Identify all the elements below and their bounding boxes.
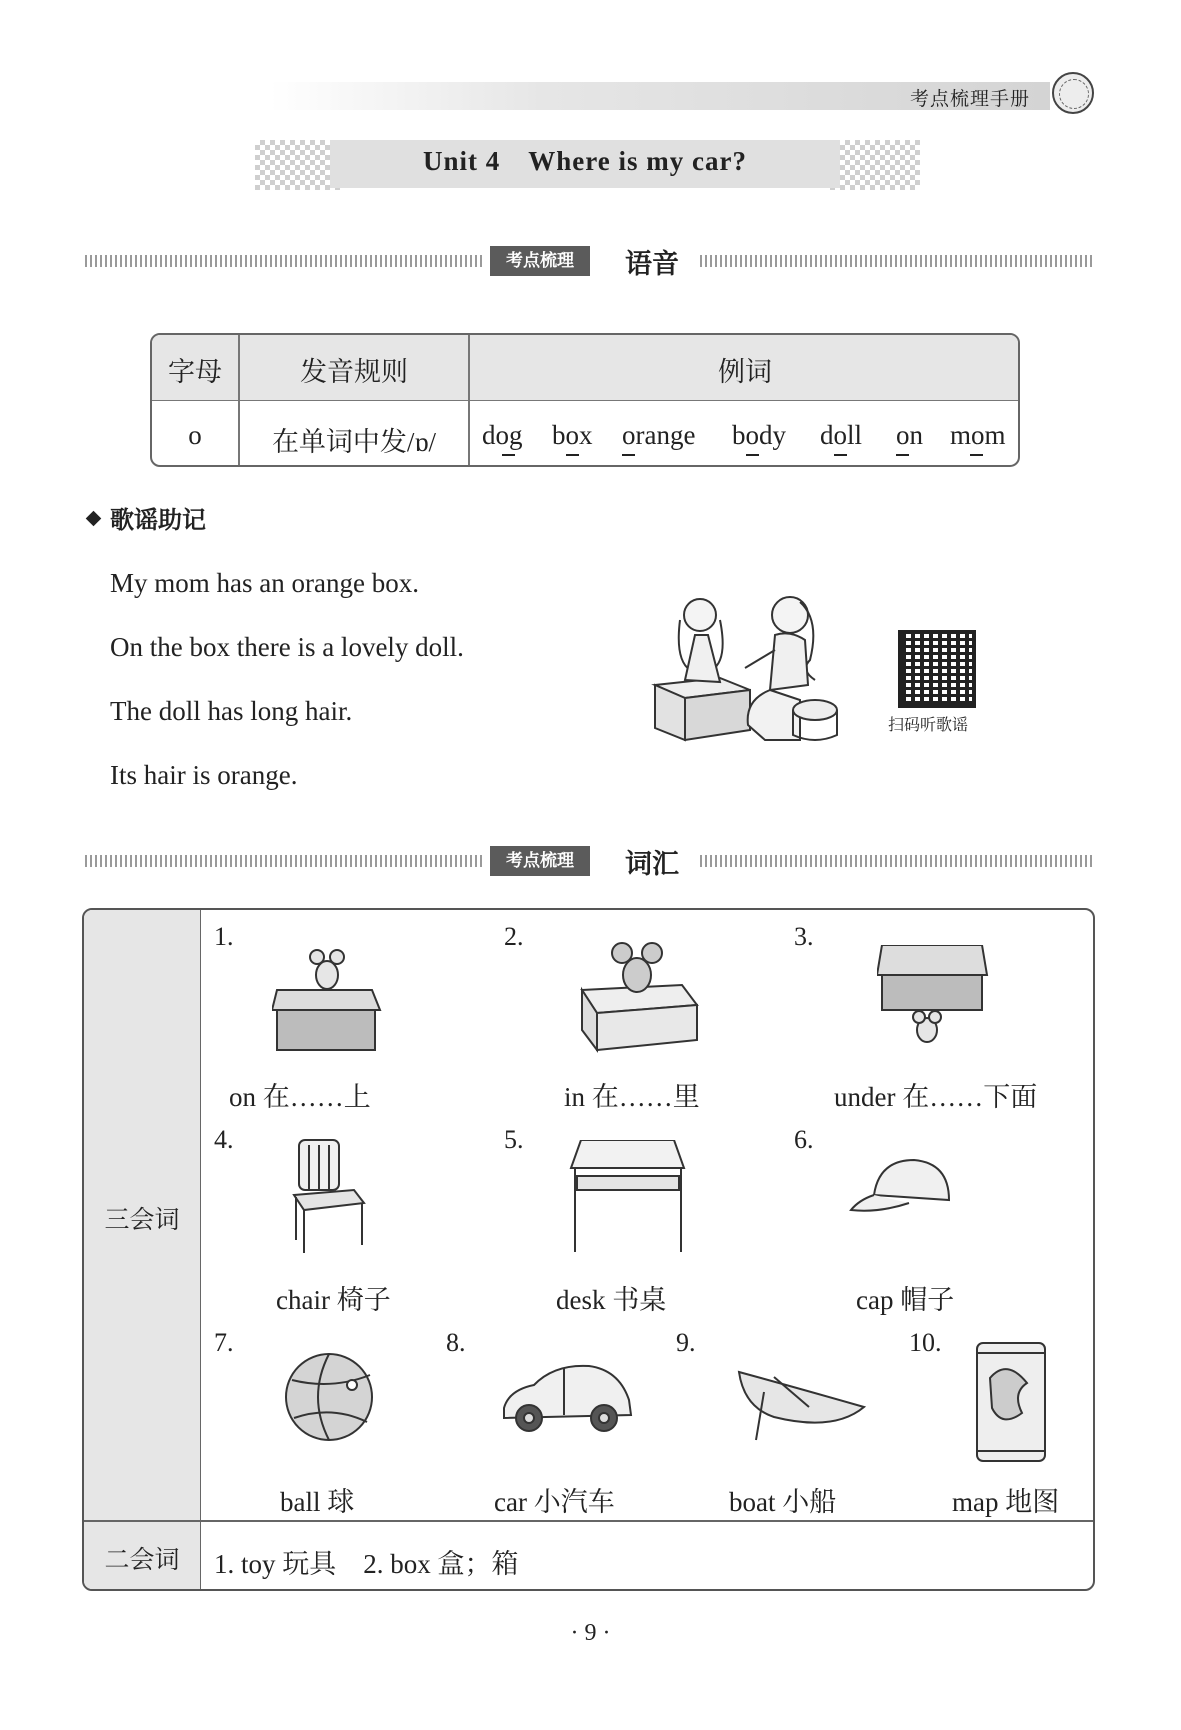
- header-rule: 发音规则: [300, 357, 408, 387]
- word-caption: in 在……里: [564, 1082, 700, 1112]
- rhyme-line: The doll has long hair.: [110, 696, 353, 726]
- word-caption: under 在……下面: [834, 1082, 1038, 1112]
- car-icon: [499, 1360, 639, 1440]
- bullet-diamond-icon: [86, 511, 102, 527]
- item-number: 7.: [214, 1328, 234, 1357]
- example-word: dog: [482, 420, 523, 450]
- rule-cell: 在单词中发/ɒ/: [271, 427, 437, 457]
- vocab-table: [82, 908, 1095, 1591]
- item-number: 10.: [909, 1328, 942, 1357]
- example-word: box: [552, 420, 593, 450]
- item-number: 8.: [446, 1328, 466, 1357]
- title-checker-right: [830, 140, 920, 190]
- erhui-words: 1. toy 玩具 2. box 盒；箱: [214, 1549, 519, 1579]
- section-tag: 考点梳理: [490, 846, 590, 876]
- word-caption: on 在……上: [229, 1082, 371, 1112]
- cap-icon: [849, 1155, 959, 1225]
- word-caption: chair 椅子: [276, 1285, 391, 1315]
- girl-and-doll-illustration: [650, 590, 840, 765]
- example-word: mom: [950, 420, 1006, 450]
- qr-code-icon[interactable]: [898, 630, 976, 708]
- group-label-erhui: 二会词: [104, 1545, 180, 1574]
- word-caption: cap 帽子: [856, 1285, 955, 1315]
- mouse-on-box-icon: [272, 945, 382, 1055]
- page-number: · 9 ·: [570, 1620, 611, 1646]
- section-divider-right: [700, 255, 1095, 267]
- ball-icon: [282, 1350, 377, 1445]
- rhyme-line: My mom has an orange box.: [110, 568, 419, 598]
- phonics-table: [150, 333, 1020, 467]
- qr-caption: 扫码听歌谣: [888, 715, 969, 734]
- item-number: 1.: [214, 922, 234, 951]
- group-label-sanhui: 三会词: [104, 1205, 180, 1234]
- header-examples: 例词: [718, 357, 772, 387]
- header-letter: 字母: [168, 357, 222, 387]
- word-caption: map 地图: [952, 1487, 1060, 1517]
- running-header-title: 考点梳理手册: [910, 88, 1031, 110]
- word-caption: ball 球: [280, 1487, 355, 1517]
- section-tag: 考点梳理: [490, 246, 590, 276]
- item-number: 4.: [214, 1125, 234, 1154]
- item-number: 2.: [504, 922, 524, 951]
- rhyme-heading: 歌谣助记: [110, 506, 206, 534]
- item-number: 9.: [676, 1328, 696, 1357]
- rhyme-line: Its hair is orange.: [110, 760, 298, 790]
- example-word: on: [896, 420, 923, 450]
- chair-icon: [284, 1135, 374, 1260]
- vocab-side-column: [84, 910, 201, 1589]
- mouse-in-box-icon: [562, 935, 707, 1055]
- section-divider-right: [700, 855, 1095, 867]
- rhyme-line: On the box there is a lovely doll.: [110, 632, 464, 662]
- section-divider-left: [85, 255, 485, 267]
- mouse-under-box-icon: [877, 945, 992, 1055]
- section-title-vocab: 词汇: [625, 849, 679, 880]
- word-caption: boat 小船: [729, 1487, 837, 1517]
- unit-title: Unit 4 Where is my car?: [423, 146, 747, 176]
- word-caption: car 小汽车: [494, 1487, 615, 1517]
- item-number: 6.: [794, 1125, 814, 1154]
- letter-cell: o: [188, 420, 202, 450]
- section-divider-left: [85, 855, 485, 867]
- example-word: body: [732, 420, 786, 450]
- boat-icon: [734, 1362, 874, 1442]
- map-icon: [972, 1338, 1052, 1468]
- publisher-logo-icon: [1052, 72, 1094, 114]
- desk-icon: [569, 1140, 689, 1255]
- item-number: 3.: [794, 922, 814, 951]
- word-caption: desk 书桌: [556, 1285, 667, 1315]
- example-word: orange: [622, 420, 696, 450]
- example-word: doll: [820, 420, 863, 450]
- item-number: 5.: [504, 1125, 524, 1154]
- section-title-phonics: 语音: [625, 249, 679, 280]
